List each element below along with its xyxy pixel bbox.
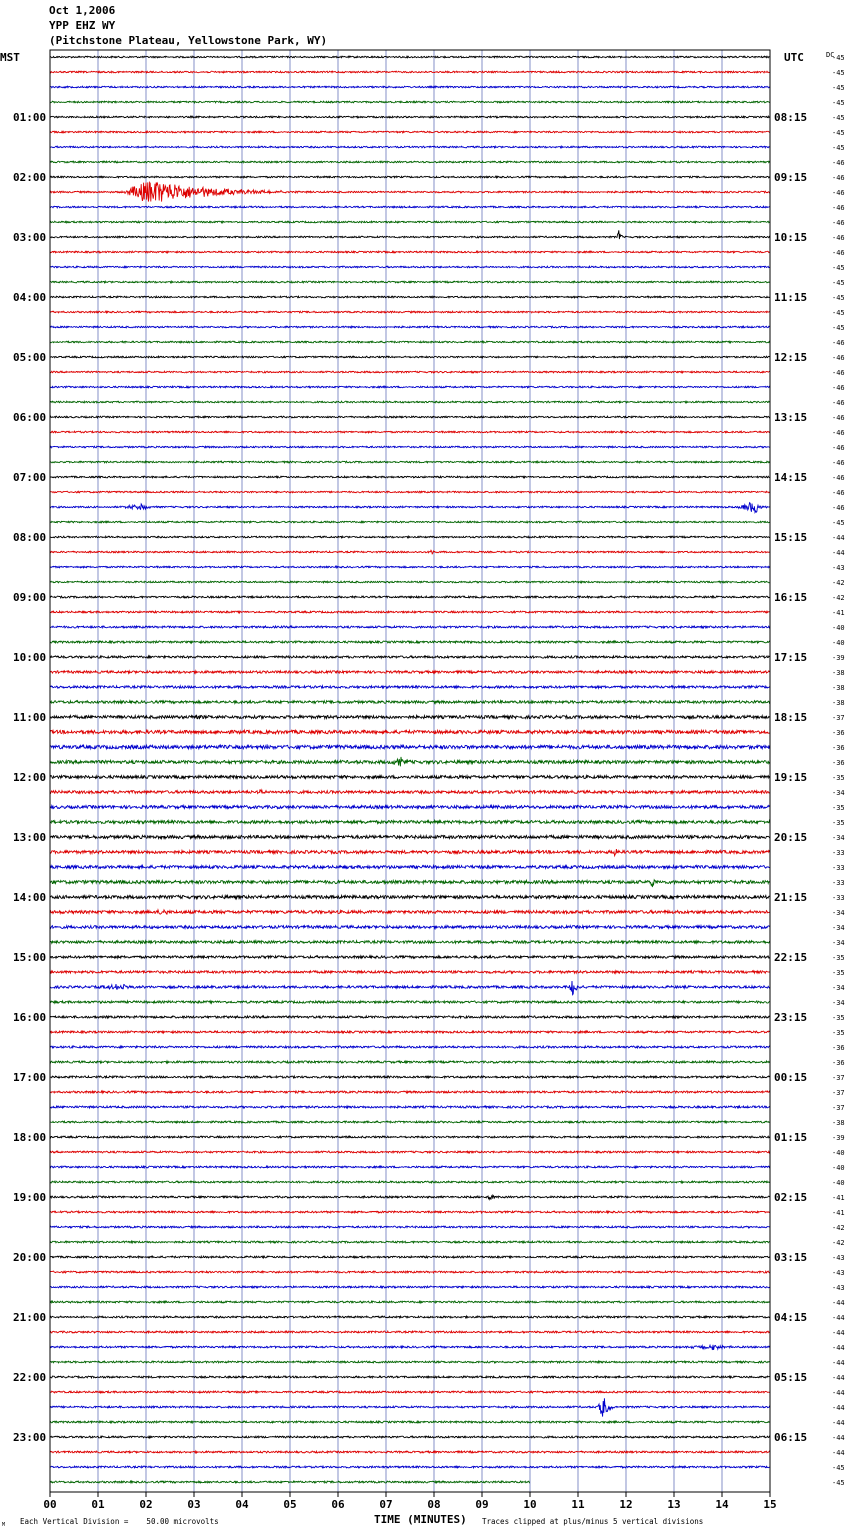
dc-offset-label: -46 [832,174,845,182]
left-hour-label: 15:00 [13,951,47,964]
dc-offset-label: -33 [832,849,845,857]
seismic-traces [50,56,770,1483]
trace-line [50,835,770,838]
left-hour-label: 21:00 [13,1311,47,1324]
left-hour-label: 03:00 [13,231,47,244]
dc-offset-label: -36 [832,744,845,752]
dc-offset-label: -46 [832,189,845,197]
dc-offset-label: -41 [832,1194,845,1202]
dc-offset-label: -38 [832,1119,845,1127]
trace-line [50,131,770,133]
right-hour-label: 14:15 [774,471,808,484]
x-tick-label: 04 [235,1498,249,1511]
trace-line [50,1436,770,1438]
dc-offset-label: -35 [832,954,845,962]
dc-offset-label: -43 [832,564,845,572]
trace-line [50,1466,770,1468]
right-hour-label: 01:15 [774,1131,808,1144]
dc-offset-label: -34 [832,789,845,797]
dc-offset-label: -46 [832,414,845,422]
trace-line [50,641,770,643]
dc-offset-label: -35 [832,1029,845,1037]
x-tick-label: 08 [427,1498,441,1511]
trace-line [50,910,770,914]
trace-line [50,1301,770,1303]
left-hour-label: 01:00 [13,111,47,124]
dc-offset-label: -46 [832,384,845,392]
dc-offset-label: -45 [832,54,845,62]
trace-line [50,1016,770,1018]
dc-offset-label: -46 [832,159,845,167]
trace-line [50,1031,770,1033]
left-hour-label: 09:00 [13,591,47,604]
dc-offset-label: -44 [832,1329,845,1337]
dc-offset-label: -35 [832,774,845,782]
dc-offset-label: -44 [832,1419,845,1427]
trace-line [50,1046,770,1048]
right-hour-label: 23:15 [774,1011,808,1024]
left-hour-label: 14:00 [13,891,47,904]
dc-offset-label: -38 [832,699,845,707]
dc-offset-label: -44 [832,534,845,542]
right-hour-label: 21:15 [774,891,808,904]
trace-line [50,757,770,766]
right-hour-label: 05:15 [774,1371,808,1384]
dc-offset-label: -39 [832,1134,845,1142]
trace-line [50,86,770,88]
trace-line [50,686,770,688]
dc-offset-label: -46 [832,234,845,242]
x-tick-label: 12 [619,1498,633,1511]
dc-offset-label: -33 [832,894,845,902]
dc-offset-label: -46 [832,219,845,227]
dc-offset-label: -45 [832,129,845,137]
trace-line [50,266,770,268]
dc-offset-label: -44 [832,549,845,557]
right-hour-label: 15:15 [774,531,808,544]
trace-line [50,1398,770,1416]
x-tick-label: 07 [379,1498,393,1511]
dc-offset-label: -45 [832,69,845,77]
trace-line [50,182,770,201]
left-timezone-label: MST [0,51,20,64]
dc-offset-label: -40 [832,1164,845,1172]
right-hour-label: 09:15 [774,171,808,184]
dc-offset-label: -46 [832,474,845,482]
trace-line [50,1091,770,1093]
dc-offset-label: -33 [832,864,845,872]
trace-line [50,866,770,869]
trace-line [50,596,770,598]
x-tick-label: 14 [715,1498,729,1511]
dc-offset-label: -46 [832,504,845,512]
trace-line [50,416,770,418]
trace-line [50,730,770,733]
date-title: Oct 1,2006 [49,4,116,17]
dc-offset-label: -44 [832,1449,845,1457]
trace-line [50,446,770,448]
dc-offset-label: -46 [832,354,845,362]
dc-offset-label: -43 [832,1254,845,1262]
dc-offset-label: -46 [832,249,845,257]
dc-offset-label: -38 [832,684,845,692]
trace-line [50,1106,770,1108]
trace-line [50,1376,770,1378]
trace-line [50,1151,770,1153]
trace-line [50,1061,770,1063]
dc-offset-label: -43 [832,1284,845,1292]
clip-note: Traces clipped at plus/minus 5 vertical divisions [482,1517,704,1526]
dc-offset-label: -42 [832,1224,845,1232]
trace-line [50,1136,770,1138]
station-title: YPP EHZ WY [49,19,116,32]
trace-line [50,230,770,239]
dc-offset-label: -40 [832,1179,845,1187]
dc-offset-label: -42 [832,1239,845,1247]
trace-line [50,790,770,794]
dc-offset-label: -46 [832,489,845,497]
x-tick-label: 11 [571,1498,585,1511]
trace-line [50,581,770,583]
trace-line [50,626,770,628]
x-axis-title: TIME (MINUTES) [374,1513,467,1526]
dc-offset-label: -34 [832,984,845,992]
dc-offset-label: -44 [832,1344,845,1352]
dc-offset-label: -37 [832,1089,845,1097]
right-hour-label: 08:15 [774,111,808,124]
left-hour-label: 02:00 [13,171,47,184]
left-hour-label: 18:00 [13,1131,47,1144]
corner-mark: M [2,1522,6,1528]
trace-line [50,176,770,178]
dc-offset-label: -37 [832,1074,845,1082]
axis-labels [0,51,845,1528]
dc-offset-label: -39 [832,654,845,662]
trace-line [50,326,770,328]
trace-line [50,371,770,373]
trace-line [50,1181,770,1183]
dc-offset-label: -46 [832,459,845,467]
trace-line [50,281,770,283]
dc-offset-label: -43 [832,1269,845,1277]
trace-line [50,550,770,554]
dc-offset-label: -44 [832,1359,845,1367]
right-hour-label: 06:15 [774,1431,808,1444]
right-hour-label: 03:15 [774,1251,808,1264]
x-tick-label: 05 [283,1498,297,1511]
trace-line [50,356,770,358]
trace-line [50,880,770,887]
dc-offset-label: -45 [832,1479,845,1487]
dc-offset-label: -33 [832,879,845,887]
trace-line [50,956,770,958]
left-hour-label: 13:00 [13,831,47,844]
trace-line [50,296,770,298]
trace-line [50,1316,770,1318]
dc-offset-label: -41 [832,609,845,617]
right-hour-label: 16:15 [774,591,808,604]
right-hour-label: 00:15 [774,1071,808,1084]
x-tick-label: 10 [523,1498,537,1511]
left-hour-label: 08:00 [13,531,47,544]
dc-offset-label: -37 [832,1104,845,1112]
trace-line [50,521,770,523]
right-hour-label: 18:15 [774,711,808,724]
trace-line [50,536,770,538]
dc-offset-label: -34 [832,999,845,1007]
trace-line [50,1076,770,1078]
right-hour-label: 02:15 [774,1191,808,1204]
dc-offset-label: -45 [832,144,845,152]
trace-line [50,251,770,253]
trace-line [50,386,770,388]
trace-line [50,1256,770,1258]
dc-offset-label: -44 [832,1299,845,1307]
trace-line [50,461,770,463]
trace-line [50,491,770,493]
dc-offset-label: -45 [832,114,845,122]
dc-offset-label: -34 [832,834,845,842]
dc-offset-label: -42 [832,594,845,602]
trace-line [50,311,770,313]
trace-line [50,476,770,478]
dc-offset-label: -35 [832,819,845,827]
dc-offset-label: -41 [832,1209,845,1217]
dc-offset-label: -45 [832,264,845,272]
trace-line [50,971,770,973]
right-hour-label: 20:15 [774,831,808,844]
right-timezone-label: UTC [784,51,804,64]
right-hour-label: 17:15 [774,651,808,664]
trace-line [50,926,770,929]
trace-line [50,161,770,163]
dc-offset-label: -40 [832,624,845,632]
dc-offset-label: -46 [832,444,845,452]
right-hour-label: 19:15 [774,771,808,784]
left-hour-label: 12:00 [13,771,47,784]
x-tick-label: 06 [331,1498,345,1511]
dc-offset-label: -44 [832,1389,845,1397]
dc-offset-label: -45 [832,309,845,317]
x-tick-label: 01 [91,1498,105,1511]
trace-line [50,1421,770,1423]
trace-line [50,1166,770,1168]
trace-line [50,821,770,824]
trace-line [50,1271,770,1273]
trace-line [50,1121,770,1123]
dc-offset-label: -38 [832,669,845,677]
dc-offset-label: -45 [832,279,845,287]
dc-offset-label: -44 [832,1404,845,1412]
trace-line [50,56,770,58]
right-hour-label: 22:15 [774,951,808,964]
dc-offset-label: -46 [832,204,845,212]
dc-offset-label: -34 [832,939,845,947]
dc-offset-label: -42 [832,579,845,587]
trace-line [50,116,770,118]
left-hour-label: 16:00 [13,1011,47,1024]
left-hour-label: 20:00 [13,1251,47,1264]
left-hour-label: 22:00 [13,1371,47,1384]
dc-offset-label: -45 [832,294,845,302]
right-hour-label: 11:15 [774,291,808,304]
trace-line [50,1331,770,1333]
dc-offset-label: -46 [832,369,845,377]
trace-line [50,715,770,719]
trace-line [50,806,770,809]
trace-line [50,776,770,779]
x-tick-label: 00 [43,1498,57,1511]
trace-line [50,341,770,343]
trace-line [50,895,770,898]
dc-offset-label: -40 [832,1149,845,1157]
trace-line [50,611,770,613]
trace-line [50,1391,770,1393]
scale-note: Each Vertical Division = 50.00 microvolts [20,1517,219,1526]
trace-line [50,656,770,658]
left-hour-label: 17:00 [13,1071,47,1084]
trace-line [50,1286,770,1288]
dc-offset-label: -36 [832,729,845,737]
right-hour-label: 04:15 [774,1311,808,1324]
right-hour-label: 12:15 [774,351,808,364]
trace-line [50,941,770,944]
left-hour-label: 23:00 [13,1431,47,1444]
trace-line [50,146,770,148]
dc-offset-label: -37 [832,714,845,722]
x-tick-label: 13 [667,1498,681,1511]
left-hour-label: 11:00 [13,711,47,724]
dc-offset-label: -44 [832,1374,845,1382]
trace-line [50,1361,770,1363]
dc-offset-label: -44 [832,1314,845,1322]
left-hour-label: 10:00 [13,651,47,664]
location-title: (Pitchstone Plateau, Yellowstone Park, WY) [49,34,328,47]
dc-offset-label: -44 [832,1434,845,1442]
trace-line [50,431,770,433]
dc-offset-label: -36 [832,1059,845,1067]
dc-offset-label: -34 [832,924,845,932]
right-hour-label: 13:15 [774,411,808,424]
dc-offset-label: -46 [832,399,845,407]
dc-offset-label: -35 [832,1014,845,1022]
x-tick-label: 02 [139,1498,153,1511]
trace-line [50,71,770,73]
trace-line [50,221,770,223]
right-hour-label: 10:15 [774,231,808,244]
trace-line [50,1241,770,1243]
dc-offset-label: -46 [832,339,845,347]
dc-offset-label: -34 [832,909,845,917]
trace-line [50,206,770,208]
trace-line [50,981,770,995]
dc-offset-label: -45 [832,1464,845,1472]
trace-line [50,401,770,403]
trace-line [50,1345,770,1350]
trace-line [50,1001,770,1003]
trace-line [50,503,770,513]
dc-offset-label: -45 [832,324,845,332]
trace-line [50,1195,770,1199]
x-tick-label: 03 [187,1498,201,1511]
x-tick-label: 09 [475,1498,489,1511]
dc-offset-label: -45 [832,519,845,527]
trace-line [50,101,770,103]
x-tick-label: 15 [763,1498,777,1511]
trace-line [50,566,770,568]
trace-line [50,701,770,704]
trace-line [50,1451,770,1453]
dc-offset-label: -40 [832,639,845,647]
trace-line [50,671,770,673]
dc-header-label: DC [826,51,835,59]
dc-offset-label: -35 [832,804,845,812]
dc-offset-label: -35 [832,969,845,977]
trace-line [50,1211,770,1213]
left-hour-label: 07:00 [13,471,47,484]
left-hour-label: 04:00 [13,291,47,304]
trace-line [50,1226,770,1228]
trace-line [50,849,770,856]
left-hour-label: 19:00 [13,1191,47,1204]
left-hour-label: 06:00 [13,411,47,424]
dc-offset-label: -45 [832,99,845,107]
trace-line [50,745,770,749]
dc-offset-label: -36 [832,759,845,767]
dc-offset-label: -46 [832,429,845,437]
left-hour-label: 05:00 [13,351,47,364]
dc-offset-label: -45 [832,84,845,92]
dc-offset-label: -36 [832,1044,845,1052]
